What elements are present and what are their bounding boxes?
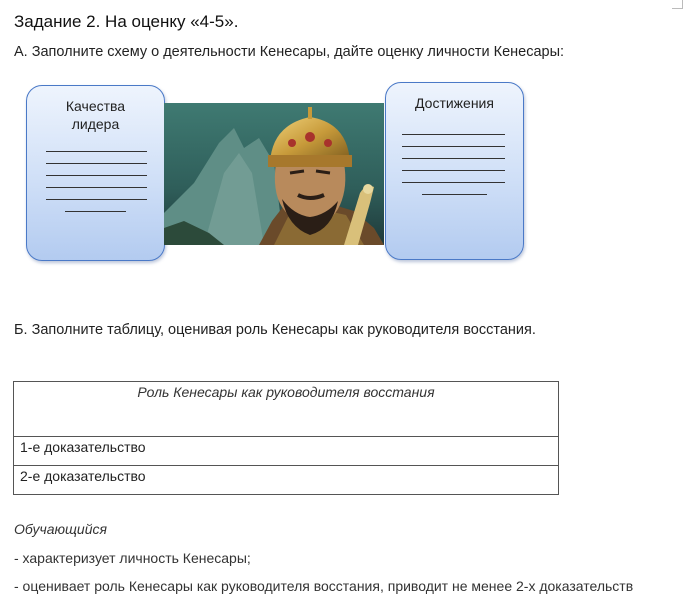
table-row[interactable]: 1-е доказательство	[14, 437, 559, 466]
achievements-box[interactable]	[385, 82, 524, 260]
criteria-label: Обучающийся	[14, 521, 107, 537]
table-header: Роль Кенесары как руководителя восстания	[14, 382, 559, 437]
task-b-instruction: Б. Заполните таблицу, оценивая роль Кенесары как руководителя восстания.	[14, 322, 536, 338]
blank-line[interactable]	[27, 143, 164, 155]
blank-line[interactable]	[386, 186, 523, 198]
task-a-instruction: А. Заполните схему о деятельности Кенесары, дайте оценку личности Кенесары:	[14, 44, 565, 60]
blank-line[interactable]	[27, 179, 164, 191]
blank-line[interactable]	[386, 126, 523, 138]
table-row[interactable]: 2-е доказательство	[14, 466, 559, 495]
blank-line[interactable]	[27, 167, 164, 179]
corner-mark	[672, 0, 683, 9]
task-title: Задание 2. На оценку «4-5».	[14, 12, 239, 31]
achievements-label: Достижения	[415, 95, 494, 111]
role-evaluation-table	[13, 381, 559, 495]
blank-line[interactable]	[27, 203, 164, 215]
leader-qualities-label-1: Качества	[65, 98, 126, 114]
leader-qualities-box[interactable]	[26, 85, 165, 261]
blank-line[interactable]	[27, 155, 164, 167]
blank-line[interactable]	[386, 162, 523, 174]
blank-line[interactable]	[27, 191, 164, 203]
kenesary-portrait	[164, 103, 384, 245]
blank-line[interactable]	[386, 174, 523, 186]
blank-line[interactable]	[386, 150, 523, 162]
portrait-image	[164, 103, 384, 245]
leader-qualities-label-2: лидера	[71, 116, 120, 132]
criteria-item: - оценивает роль Кенесары как руководителя восстания, приводит не менее 2-х доказательств	[14, 578, 634, 594]
blank-line[interactable]	[386, 138, 523, 150]
criteria-item: - характеризует личность Кенесары;	[14, 550, 251, 566]
